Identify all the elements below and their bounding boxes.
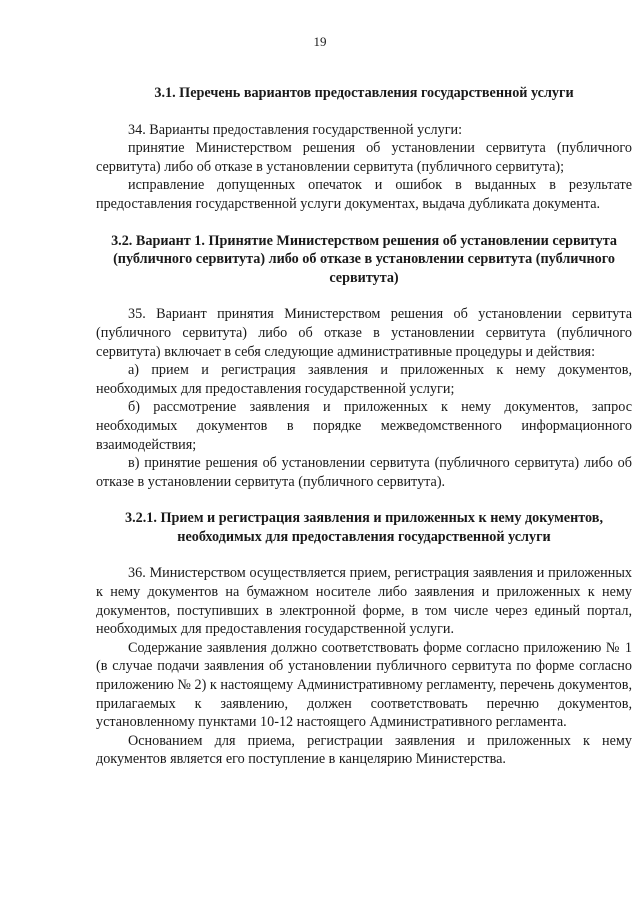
page-number: 19	[313, 34, 327, 49]
section-3-1-heading: 3.1. Перечень вариантов предоставления государственной услуги	[154, 85, 574, 101]
page-content	[96, 84, 632, 769]
section-3-2-1-heading: 3.2.1. Прием и регистрация заявления и приложенных к нему документов, необходимых для предоставления государственной услуги	[124, 510, 603, 545]
paragraph-36-content: Содержание заявления должно соответствовать форме согласно приложению № 1 (в случае подачи заявления об установлении публичного сервитута по форме согласно приложению № 2) к настоящему Административному регламенту, перечень документов, прилагаемых к заявлению, должен соответствовать перечню документов, установленному пунктами 10-12 настоящего Административного регламента.	[96, 639, 632, 731]
paragraph-35-item-c: в) принятие решения об установлении сервитута (публичного сервитута) либо об отказе в установлении сервитута (публичного сервитута).	[96, 455, 632, 490]
section-3-2-heading: 3.2. Вариант 1. Принятие Министерством решения об установлении сервитута (публичного сервитута) либо об отказе в установлении сервитута (публичного сервитута)	[111, 232, 617, 286]
paragraph-34-option-2: исправление допущенных опечаток и ошибок в выданных в результате предоставления государственной услуги документах, выдача дубликата документа.	[96, 177, 632, 212]
paragraph-36-main: 36. Министерством осуществляется прием, регистрация заявления и приложенных к нему документов на бумажном носителе либо заявления и приложенных к нему документов, поступивших в электронной форме, в том числе через единый портал, необходимых для предоставления государственной услуги.	[96, 565, 632, 638]
paragraph-34-intro: 34. Варианты предоставления государственной услуги:	[128, 121, 463, 138]
paragraph-34-option-1: принятие Министерством решения об установлении сервитута (публичного сервитута) либо об отказе в установлении сервитута (публичного сервитута);	[96, 140, 632, 175]
paragraph-35-intro: 35. Вариант принятия Министерством решения об установлении сервитута (публичного сервитута) либо об отказе в установлении сервитута (публичного сервитута) включает в себя следующие административные процедуры и действия:	[96, 306, 632, 360]
paragraph-35-item-b: б) рассмотрение заявления и приложенных к нему документов, запрос необходимых документов в порядке межведомственного информационного взаимодействия;	[96, 399, 632, 453]
paragraph-36-basis: Основанием для приема, регистрации заявления и приложенных к нему документов является его поступление в канцелярию Министерства.	[96, 732, 632, 768]
paragraph-35-item-a: а) прием и регистрация заявления и приложенных к нему документов, необходимых для предоставления государственной услуги;	[96, 362, 632, 397]
